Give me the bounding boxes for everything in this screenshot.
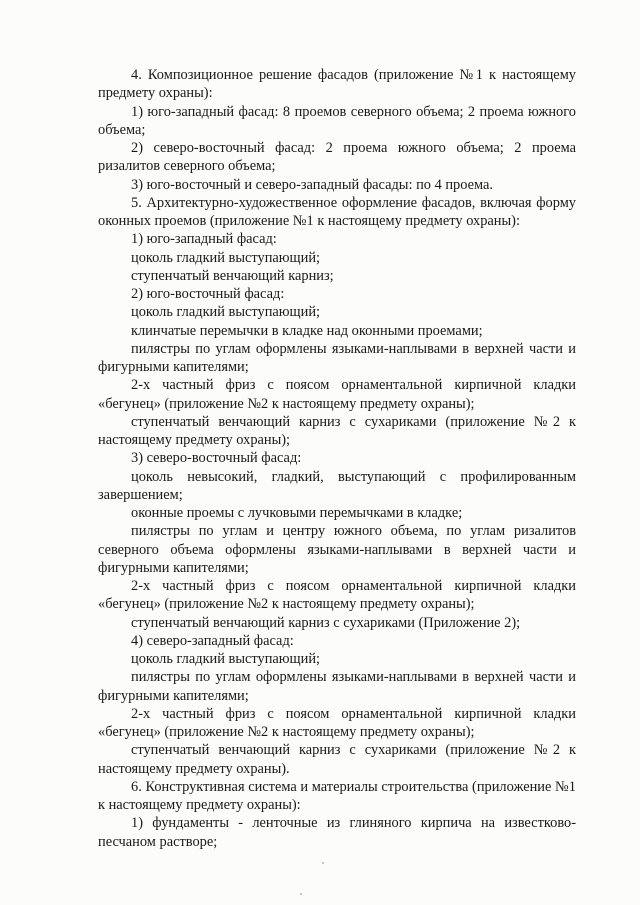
paragraph: пилястры по углам оформлены языками-наплывами в верхней части и фигурными капителями; [98, 340, 576, 375]
paragraph: 2-х частный фриз с поясом орнаментальной кирпичной кладки «бегунец» (приложение №2 к настоящему предмету охраны); [98, 377, 576, 412]
paragraph: цоколь гладкий выступающий; [131, 304, 321, 321]
paragraph: 1) фундаменты - ленточные из глиняного кирпича на известково-песчаном растворе; [98, 815, 576, 850]
paragraph: цоколь невысокий, гладкий, выступающий с профилированным завершением; [98, 468, 576, 503]
document-body [98, 66, 576, 851]
paragraph: 2) юго-восточный фасад: [131, 286, 285, 302]
paragraph: цоколь гладкий выступающий; [131, 249, 321, 266]
paragraph: ступенчатый венчающий карниз с сухариками (приложение №2 к настоящему предмету охраны); [98, 413, 576, 448]
paragraph: ступенчатый венчающий карниз; [131, 267, 334, 284]
paragraph: 4. Композиционное решение фасадов (приложение №1 к настоящему предмету охраны): [98, 67, 576, 102]
paragraph: цоколь гладкий выступающий; [131, 651, 321, 667]
scan-speck [300, 893, 302, 895]
paragraph: 1) юго-западный фасад: [131, 231, 277, 248]
paragraph: 6. Конструктивная система и материалы строительства (приложение №1 к настоящему предмету охраны): [98, 778, 576, 813]
scan-speck [322, 862, 324, 864]
paragraph: ступенчатый венчающий карниз с сухариками (приложение №2 к настоящему предмету охраны). [98, 742, 576, 777]
paragraph: 3) северо-восточный фасад: [131, 450, 302, 467]
paragraph: 2-х частный фриз с поясом орнаментальной кирпичной кладки «бегунец» (приложение №2 к настоящему предмету охраны); [98, 705, 576, 740]
paragraph: оконные проемы с лучковыми перемычками в кладке; [131, 505, 463, 521]
paragraph: 5. Архитектурно-художественное оформление фасадов, включая форму оконных проемов (приложение №1 к настоящему предмету охраны): [98, 194, 576, 229]
paragraph: 2-х частный фриз с поясом орнаментальной кирпичной кладки «бегунец» (приложение №2 к настоящему предмету охраны); [98, 578, 576, 613]
paragraph: клинчатые перемычки в кладке над оконными проемами; [131, 322, 483, 339]
paragraph: пилястры по углам оформлены языками-наплывами в верхней части и фигурными капителями; [98, 669, 576, 704]
paragraph: 1) юго-западный фасад: 8 проемов северного объема; 2 проема южного объема; [98, 103, 576, 138]
paragraph: 2) северо-восточный фасад: 2 проема южного объема; 2 проема ризалитов северного объема; [98, 140, 576, 175]
paragraph: ступенчатый венчающий карниз с сухариками (Приложение 2); [131, 614, 521, 631]
paragraph: 4) северо-западный фасад: [131, 632, 294, 649]
paragraph: 3) юго-восточный и северо-западный фасады: по 4 проема. [131, 176, 494, 193]
paragraph: пилястры по углам и центру южного объема, по углам ризалитов северного объема оформлены языками-наплывами в верхней части и фигурными капителями; [98, 523, 576, 576]
